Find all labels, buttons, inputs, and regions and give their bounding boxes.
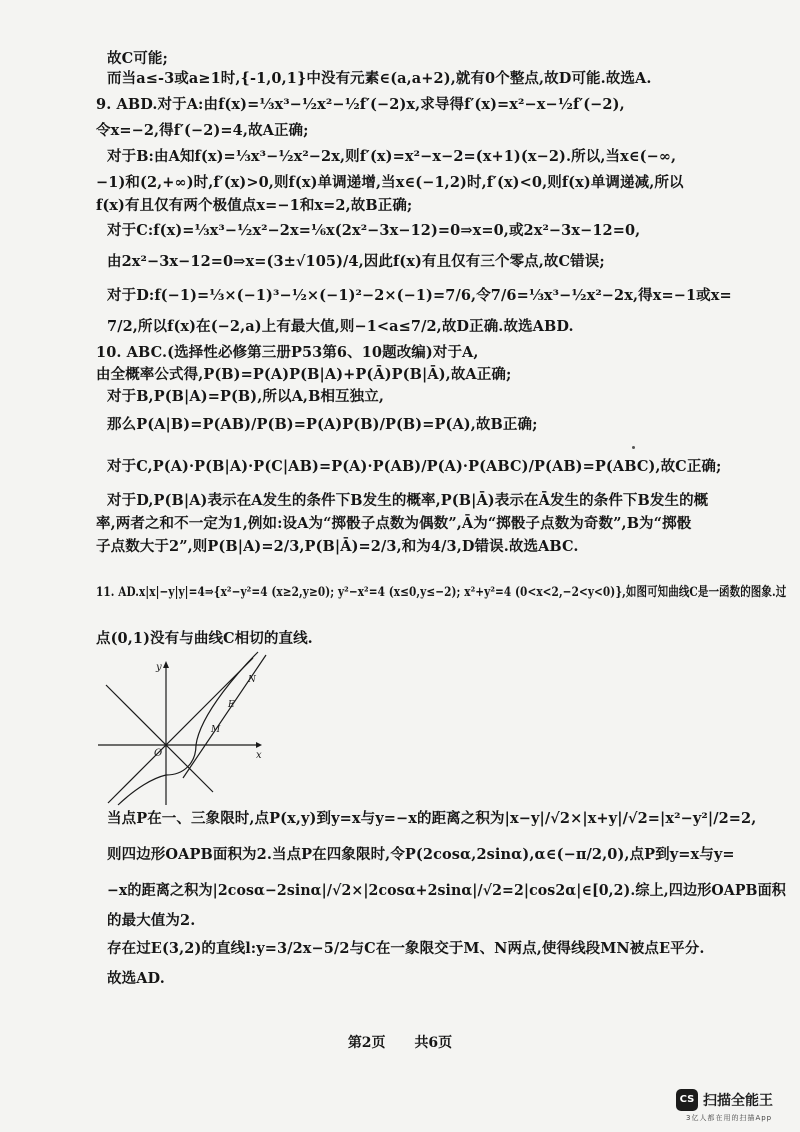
text-line: 由全概率公式得,P(B)=P(A)P(B|A)+P(Ā)P(B|Ā),故A正确; (96, 366, 512, 383)
watermark-subtitle: 3亿人都在用的扫描App (686, 1114, 773, 1122)
page-total: 共6页 (414, 1035, 453, 1051)
page-number: 第2页 (347, 1035, 386, 1051)
text-line: 对于C:f(x)=⅓x³−½x²−2x=⅙x(2x²−3x−12)=0⇒x=0,或2x²−3x−12=0, (107, 222, 641, 239)
axis-x-label: x (256, 750, 262, 761)
text-line: 对于D:f(−1)=⅓×(−1)³−½×(−1)²−2×(−1)=7/6,令7/6=⅓x³−½x²−2x,得x=−1或x= (107, 287, 732, 304)
scan-speck (632, 446, 635, 449)
text-line: 存在过E(3,2)的直线l:y=3/2x−5/2与C在一象限交于M、N两点,使得线段MN被点E平分. (107, 940, 705, 957)
text-line: 子点数大于2”,则P(B|A)=2/3,P(B|Ā)=2/3,和为4/3,D错误.故选ABC. (96, 538, 579, 555)
text-line: 而当a≤-3或a≥1时,{-1,0,1}中没有元素∈(a,a+2),就有0个整点,故D可能.故选A. (107, 70, 652, 87)
text-line: −x的距离之积为|2cosα−2sinα|/√2×|2cosα+2sinα|/√2=2|cos2α|∈[0,2).综上,四边形OAPB面积 (107, 882, 787, 899)
text-line: 当点P在一、三象限时,点P(x,y)到y=x与y=−x的距离之积为|x−y|/√2×|x+y|/√2=|x²−y²|/2=2, (107, 810, 757, 827)
text-line: −1)和(2,+∞)时,f′(x)>0,则f(x)单调递增,当x∈(−1,2)时,f′(x)<0,则f(x)单调递减,所以 (96, 174, 684, 191)
point-e-label: E (228, 700, 235, 710)
watermark-title: 扫描全能王 (703, 1093, 773, 1109)
text-line: 则四边形OAPB面积为2.当点P在四象限时,令P(2cosα,2sinα),α∈(−π/2,0),点P到y=x与y= (107, 846, 735, 863)
text-line: 11. AD.x|x|−y|y|=4⇒{x²−y²=4 (x≥2,y≥0); y²−x²=4 (x≤0,y≤−2); x²+y²=4 (0<x<2,−2<y<0)},如图可知曲线C是一函数的图象.过 (96, 585, 787, 600)
text-line: f(x)有且仅有两个极值点x=−1和x=2,故B正确; (96, 197, 413, 214)
point-m-label: M (211, 725, 221, 735)
text-line: 率,两者之和不一定为1,例如:设A为“掷骰子点数为偶数”,Ā为“掷骰子点数为奇数”,B为“掷骰 (96, 515, 692, 532)
text-line: 令x=−2,得f′(−2)=4,故A正确; (96, 122, 309, 139)
text-line: 对于B,P(B|A)=P(B),所以A,B相互独立, (107, 388, 384, 405)
text-line: 对于C,P(A)·P(B|A)·P(C|AB)=P(A)·P(AB)/P(A)·P(ABC)/P(AB)=P(ABC),故C正确; (107, 458, 722, 475)
curve-graph (98, 650, 273, 810)
text-line: 9. ABD.对于A:由f(x)=⅓x³−½x²−½f′(−2)x,求导得f′(x)=x²−x−½f′(−2), (96, 96, 625, 113)
text-line: 故选AD. (107, 970, 165, 987)
hyperbola-q3 (118, 775, 166, 805)
text-line: 对于B:由A知f(x)=⅓x³−½x²−2x,则f′(x)=x²−x−2=(x+1)(x−2).所以,当x∈(−∞, (107, 148, 677, 165)
point-n-label: N (248, 675, 256, 685)
camscanner-logo-icon: CS (676, 1089, 698, 1111)
origin-label: O (154, 748, 163, 759)
scanner-watermark (676, 1085, 794, 1125)
x-axis-arrow (256, 742, 262, 748)
text-line: 由2x²−3x−12=0⇒x=(3±√105)/4,因此f(x)有且仅有三个零点,故C错误; (107, 253, 605, 270)
text-line: 7/2,所以f(x)在(−2,a)上有最大值,则−1<a≤7/2,故D正确.故选ABD. (107, 318, 574, 335)
line-y-eq-x (108, 658, 253, 803)
axis-y-label: y (156, 662, 162, 673)
text-line: 那么P(A|B)=P(AB)/P(B)=P(A)P(B)/P(B)=P(A),故B正确; (107, 416, 538, 433)
text-line: 故C可能; (107, 50, 168, 67)
text-line: 的最大值为2. (107, 912, 196, 929)
page-footer (0, 1032, 800, 1052)
y-axis-arrow (163, 661, 169, 668)
hyperbola-q1 (196, 652, 258, 745)
text-line: 对于D,P(B|A)表示在A发生的条件下B发生的概率,P(B|Ā)表示在Ā发生的条件下B发生的概 (107, 492, 709, 509)
text-line: 10. ABC.(选择性必修第三册P53第6、10题改编)对于A, (96, 344, 479, 361)
line-l (183, 655, 266, 778)
text-line: 点(0,1)没有与曲线C相切的直线. (96, 630, 313, 647)
